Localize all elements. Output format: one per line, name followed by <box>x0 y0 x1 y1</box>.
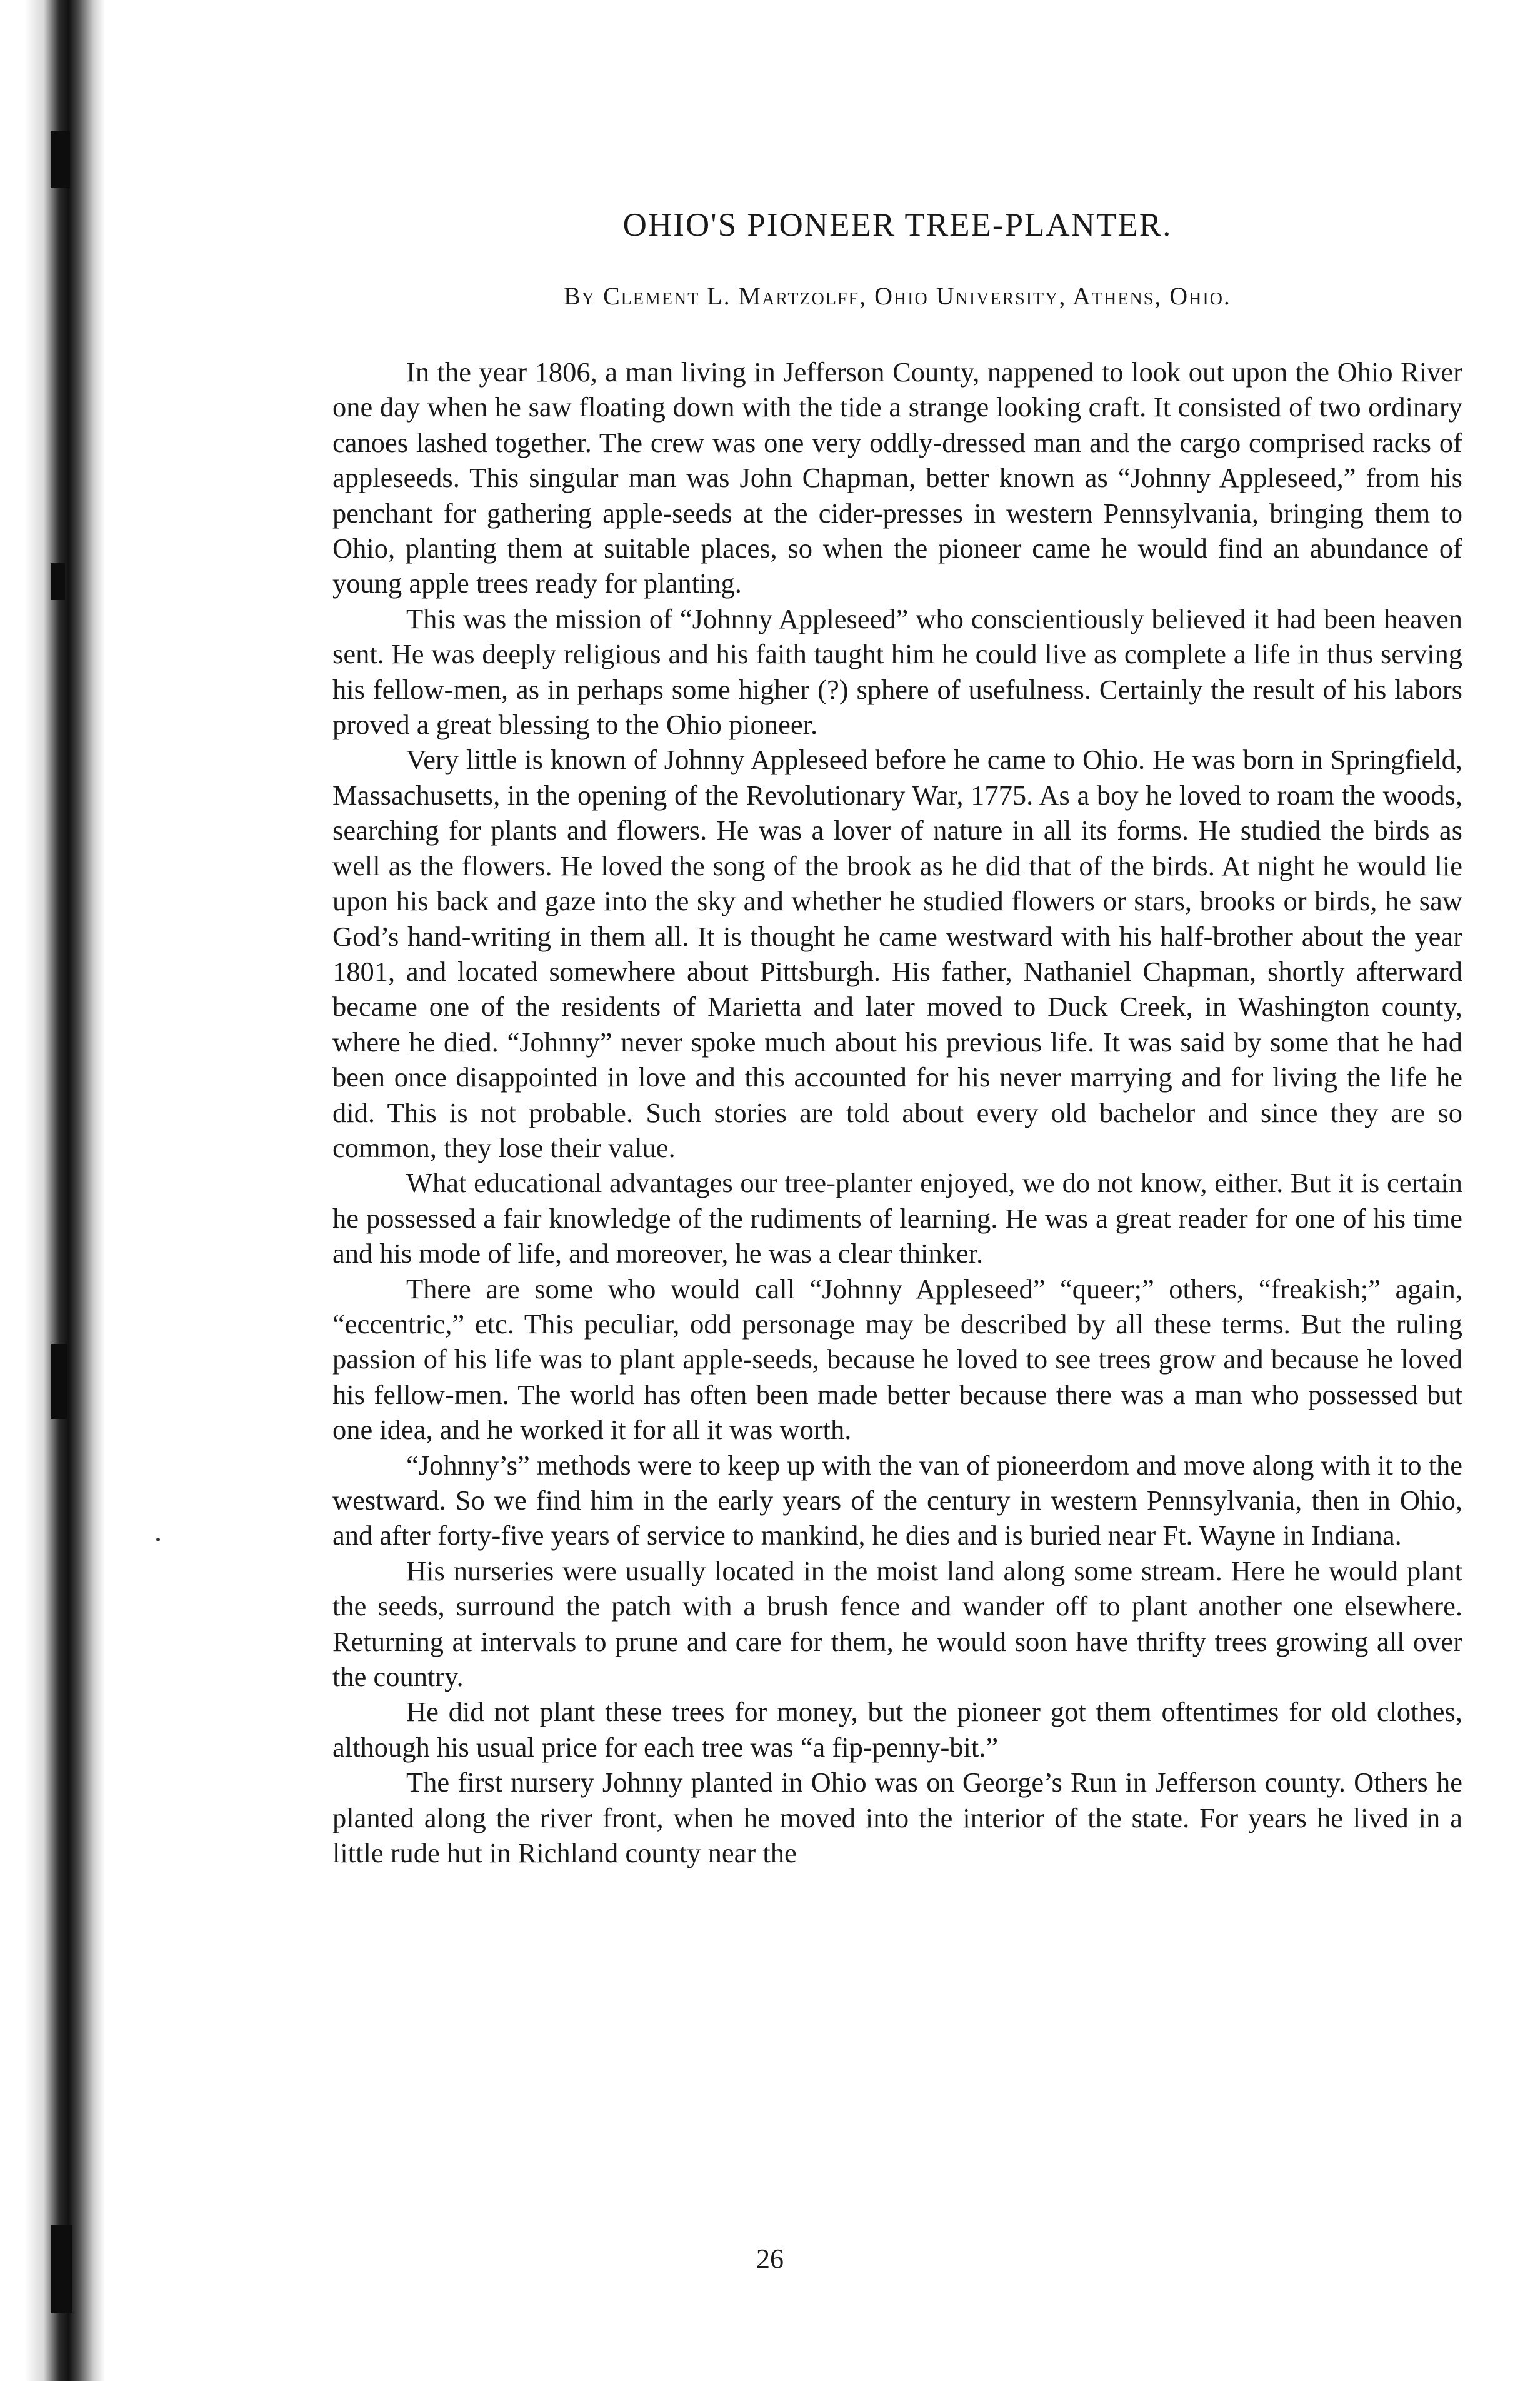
paragraph: This was the mission of “Johnny Appleseed” who conscientiously believed it had been heaven sent. He was deeply religious and his faith taught him he could live as complete a life in thus serving his fellow-men, as in perhaps some higher (?) sphere of usefulness. Certainly the result of his labors proved a great blessing to the Ohio pioneer. <box>332 603 1462 741</box>
paragraph: What educational advantages our tree-planter enjoyed, we do not know, either. But it is certain he possessed a fair knowledge of the rudiments of learning. He was a great reader for one of his time and his mode of life, and moreover, he was a clear thinker. <box>332 1167 1462 1270</box>
scan-binding-edge <box>0 0 105 2381</box>
article <box>332 206 1462 1870</box>
paragraph: There are some who would call “Johnny Appleseed” “queer;” others, “freakish;” again, “eccentric,” etc. This peculiar, odd personage may be described by all these terms. But the ruling passion of his life was to plant apple-seeds, because he loved to see trees grow and because he loved his fellow-men. The world has often been made better because there was a man who possessed but one idea, and he worked it for all it was worth. <box>332 1273 1462 1446</box>
article-title: OHIO'S PIONEER TREE-PLANTER. <box>622 207 1172 243</box>
binding-shadow <box>51 563 65 600</box>
paragraph: The first nursery Johnny planted in Ohio was on George’s Run in Jefferson county. Others he planted along the river front, when he moved into the interior of the state. For years he lived in a little rude hut in Richland county near the <box>332 1767 1462 1869</box>
paragraph: “Johnny’s” methods were to keep up with the van of pioneerdom and move along with it to the westward. So we find him in the early years of the century in western Pennsylvania, then in Ohio, and after forty-five years of service to mankind, he dies and is buried near Ft. Wayne in Indiana. <box>332 1449 1462 1551</box>
scan-speck <box>156 1538 160 1541</box>
article-byline: By Clement L. Martzolff, Ohio University, Athens, Ohio. <box>564 282 1231 310</box>
paragraph: Very little is known of Johnny Appleseed before he came to Ohio. He was born in Springfield, Massachusetts, in the opening of the Revolutionary War, 1775. As a boy he loved to roam the woods, searching for plants and flowers. He was a lover of nature in all its forms. He studied the birds as well as the flowers. He loved the song of the brook as he did that of the birds. At night he would lie upon his back and gaze into the sky and whether he studied flowers or stars, brooks or birds, he saw God’s hand-writing in them all. It is thought he came westward with his half-brother about the year 1801, and located somewhere about Pittsburgh. His father, Nathaniel Chapman, shortly afterward became one of the residents of Marietta and later moved to Duck Creek, in Washington county, where he died. “Johnny” never spoke much about his previous life. It was said by some that he had been once disappointed in love and this accounted for his never marrying and for living the life he did. This is not probable. Such stories are told about every old bachelor and since they are so common, they lose their value. <box>332 744 1462 1163</box>
binding-shadow <box>51 131 70 188</box>
paragraph: His nurseries were usually located in the moist land along some stream. Here he would plant the seeds, surround the patch with a brush fence and wander off to plant another one elsewhere. Returning at intervals to prune and care for them, he would soon have thrifty trees growing all over the country. <box>332 1555 1462 1693</box>
page-number: 26 <box>756 2243 784 2274</box>
paragraph: He did not plant these trees for money, but the pioneer got them oftentimes for old clothes, although his usual price for each tree was “a fip-penny-bit.” <box>332 1696 1462 1763</box>
binding-shadow <box>51 1344 68 1419</box>
paragraph: In the year 1806, a man living in Jefferson County, nappened to look out upon the Ohio River one day when he saw floating down with the tide a strange looking craft. It consisted of two ordinary canoes lashed together. The crew was one very oddly-dressed man and the cargo comprised racks of appleseeds. This singular man was John Chapman, better known as “Johnny Appleseed,” from his penchant for gathering apple-seeds at the cider-presses in western Pennsylvania, bringing them to Ohio, planting them at suitable places, so when the pioneer came he would find an abundance of young apple trees ready for planting. <box>332 356 1462 599</box>
